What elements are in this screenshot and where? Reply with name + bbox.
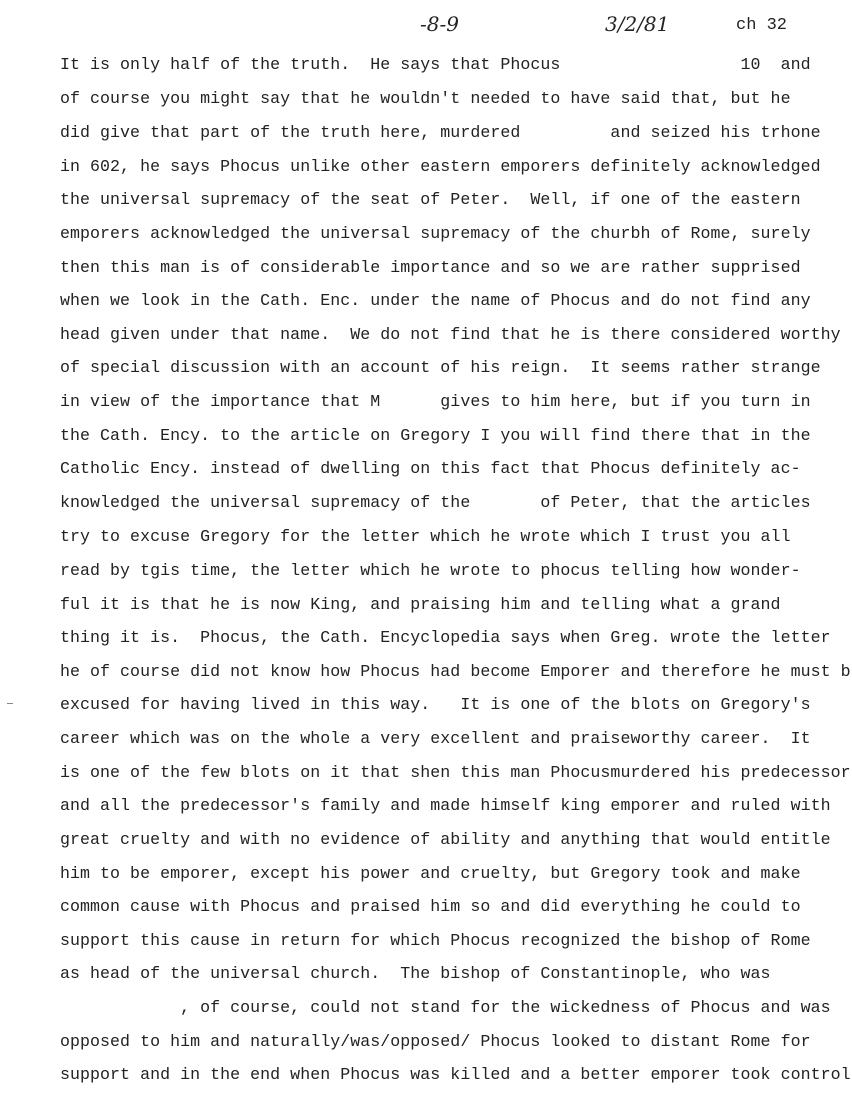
text-line: in 602, he says Phocus unlike other eastern emporers definitely acknowledged <box>60 157 821 176</box>
text-line: and all the predecessor's family and made himself king emporer and ruled with <box>60 796 831 815</box>
text-line: did give that part of the truth here, murdered and seized his trhone <box>60 123 821 142</box>
text-line: great cruelty and with no evidence of ability and anything that would entitle <box>60 830 831 849</box>
handwritten-date: 3/2/81 <box>605 12 670 36</box>
text-line: excused for having lived in this way. It is one of the blots on Gregory's <box>60 695 811 714</box>
text-line: is one of the few blots on it that shen this man Phocusmurdered his predecessor <box>60 763 851 782</box>
text-line: him to be emporer, except his power and cruelty, but Gregory took and make <box>60 864 801 883</box>
text-line: read by tgis time, the letter which he wrote to phocus telling how wonder- <box>60 561 801 580</box>
text-line: emporers acknowledged the universal supremacy of the churbh of Rome, surely <box>60 224 811 243</box>
text-line: head given under that name. We do not find that he is there considered worthy <box>60 325 841 344</box>
text-line: ful it is that he is now King, and praising him and telling what a grand <box>60 595 781 614</box>
text-line: then this man is of considerable importance and so we are rather supprised <box>60 258 801 277</box>
text-line: It is only half of the truth. He says that Phocus 10 and <box>60 55 811 74</box>
text-line: thing it is. Phocus, the Cath. Encyclopedia says when Greg. wrote the letter <box>60 628 831 647</box>
chapter-label: ch 32 <box>736 16 788 35</box>
text-line: opposed to him and naturally/was/opposed/ Phocus looked to distant Rome for <box>60 1032 811 1051</box>
text-line: support and in the end when Phocus was killed and a better emporer took control <box>60 1065 851 1084</box>
text-line: common cause with Phocus and praised him so and did everything he could to <box>60 897 801 916</box>
handwritten-page-number: -8-9 <box>420 12 459 36</box>
text-line: of course you might say that he wouldn't needed to have said that, but he <box>60 89 791 108</box>
text-line: in view of the importance that M gives to him here, but if you turn in <box>60 392 811 411</box>
text-line: he of course did not know how Phocus had become Emporer and therefore he must b <box>60 662 851 681</box>
text-line: the universal supremacy of the seat of Peter. Well, if one of the eastern <box>60 190 801 209</box>
text-line: the Cath. Ency. to the article on Gregory I you will find there that in the <box>60 426 811 445</box>
text-line: career which was on the whole a very excellent and praiseworthy career. It <box>60 729 811 748</box>
text-line: support this cause in return for which Phocus recognized the bishop of Rome <box>60 931 811 950</box>
text-line: as head of the universal church. The bishop of Constantinople, who was <box>60 964 771 983</box>
text-line: try to excuse Gregory for the letter which he wrote which I trust you all <box>60 527 791 546</box>
margin-mark <box>7 703 13 704</box>
text-line: of special discussion with an account of his reign. It seems rather strange <box>60 358 821 377</box>
text-line: Catholic Ency. instead of dwelling on this fact that Phocus definitely ac- <box>60 459 801 478</box>
text-line: knowledged the universal supremacy of the of Peter, that the articles <box>60 493 811 512</box>
text-line: , of course, could not stand for the wickedness of Phocus and was <box>60 998 831 1017</box>
text-line: when we look in the Cath. Enc. under the name of Phocus and do not find any <box>60 291 811 310</box>
